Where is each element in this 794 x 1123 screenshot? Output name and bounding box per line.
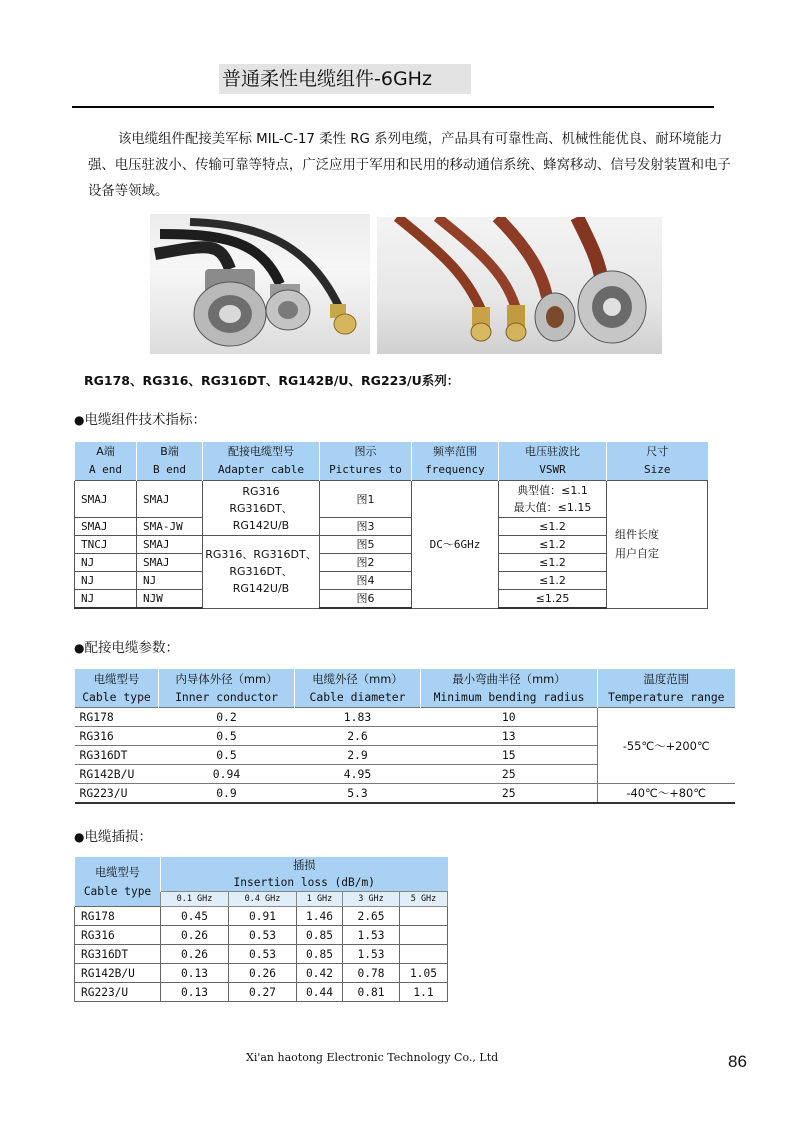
cell-adapter-cable-group2: RG316、RG316DT、 RG316DT、 RG142U/B	[203, 536, 320, 609]
cell-loss: 1.53	[343, 945, 400, 964]
cell-loss: 0.91	[229, 907, 297, 926]
cell-temp-range: -40℃～+80℃	[598, 784, 735, 804]
header-freq: 5 GHz	[400, 892, 448, 907]
cell-radius: 25	[421, 784, 598, 804]
header-b-end: B端 B end	[137, 442, 203, 481]
cell-cable-type: RG316	[75, 727, 159, 746]
cell-loss	[400, 945, 448, 964]
cell-radius: 10	[421, 708, 598, 727]
bullet-icon: ●	[74, 830, 85, 844]
table-row	[75, 784, 735, 804]
cell-vswr: ≤1.2	[499, 536, 607, 554]
table-row	[75, 983, 448, 1002]
cell-loss	[400, 907, 448, 926]
header-inner-conductor: 内导体外径（mm） Inner conductor	[159, 669, 295, 708]
cable-assembly-illustration-brown	[377, 217, 662, 354]
bullet-icon: ●	[74, 413, 85, 427]
insertion-loss-table	[74, 857, 448, 1002]
header-freq: 0.1 GHz	[161, 892, 229, 907]
cell-vswr: 典型值：≤1.1 最大值：≤1.15	[499, 481, 607, 518]
header-adapter-cable: 配接电缆型号 Adapter cable	[203, 442, 320, 481]
cell-inner: 0.5	[159, 746, 295, 765]
cell-inner: 0.5	[159, 727, 295, 746]
cell-diameter: 2.6	[295, 727, 421, 746]
cell-diameter: 5.3	[295, 784, 421, 804]
table-row	[75, 481, 708, 518]
cell-vswr: ≤1.25	[499, 590, 607, 609]
loss-section-heading	[74, 825, 152, 845]
cell-a-end: NJ	[75, 590, 137, 609]
cell-picture: 图4	[320, 572, 412, 590]
cell-loss: 0.53	[229, 926, 297, 945]
cell-loss: 2.65	[343, 907, 400, 926]
cell-diameter: 2.9	[295, 746, 421, 765]
series-heading: RG178、RG316、RG316DT、RG142B/U、RG223/U系列：	[84, 373, 460, 388]
cell-loss: 0.13	[161, 964, 229, 983]
cell-loss: 0.85	[297, 945, 343, 964]
cell-a-end: TNCJ	[75, 536, 137, 554]
cell-a-end: SMAJ	[75, 518, 137, 536]
cell-picture: 图2	[320, 554, 412, 572]
table-row	[75, 907, 448, 926]
cell-b-end: NJW	[137, 590, 203, 609]
cell-inner: 0.94	[159, 765, 295, 784]
table-row	[75, 945, 448, 964]
table-row	[75, 708, 735, 727]
cell-temp-range: -55℃～+200℃	[598, 708, 735, 784]
header-bending-radius: 最小弯曲半径（mm） Minimum bending radius	[421, 669, 598, 708]
cell-loss: 0.44	[297, 983, 343, 1002]
header-cable-diameter: 电缆外径（mm） Cable diameter	[295, 669, 421, 708]
cell-b-end: NJ	[137, 572, 203, 590]
cell-loss: 0.26	[161, 926, 229, 945]
cell-picture: 图6	[320, 590, 412, 609]
header-freq: 3 GHz	[343, 892, 400, 907]
cable-params-table	[74, 669, 735, 804]
table-row	[75, 926, 448, 945]
cell-loss: 0.26	[161, 945, 229, 964]
spec-table-header	[75, 442, 708, 481]
cell-radius: 13	[421, 727, 598, 746]
loss-table-header	[75, 857, 448, 892]
cell-b-end: SMAJ	[137, 536, 203, 554]
cell-loss: 1.1	[400, 983, 448, 1002]
cell-picture: 图1	[320, 481, 412, 518]
header-size: 尺寸 Size	[607, 442, 708, 481]
cell-b-end: SMA-JW	[137, 518, 203, 536]
bullet-icon: ●	[74, 641, 85, 655]
cell-cable-type: RG142B/U	[75, 765, 159, 784]
cell-inner: 0.9	[159, 784, 295, 804]
header-cable-type: 电缆型号 Cable type	[75, 669, 159, 708]
spec-table	[74, 442, 708, 609]
cell-loss: 1.05	[400, 964, 448, 983]
cell-frequency: DC～6GHz	[412, 481, 499, 609]
cell-loss: 0.13	[161, 983, 229, 1002]
cell-loss: 1.53	[343, 926, 400, 945]
cable-section-heading	[74, 636, 179, 656]
cell-diameter: 1.83	[295, 708, 421, 727]
cell-loss: 0.78	[343, 964, 400, 983]
table-row	[75, 964, 448, 983]
cable-assembly-photo-brown	[377, 217, 662, 354]
cable-assembly-illustration-black	[150, 214, 370, 354]
cell-loss	[400, 926, 448, 945]
cell-b-end: SMAJ	[137, 481, 203, 518]
cell-loss: 0.85	[297, 926, 343, 945]
header-temperature: 温度范围 Temperature range	[598, 669, 735, 708]
cell-vswr: ≤1.2	[499, 572, 607, 590]
cell-loss: 1.46	[297, 907, 343, 926]
cell-loss: 0.26	[229, 964, 297, 983]
cell-adapter-cable-group1: RG316 RG316DT、 RG142U/B	[203, 481, 320, 536]
cell-size: 组件长度 用户自定	[607, 481, 708, 609]
cell-cable-type: RG223/U	[75, 784, 159, 804]
header-insertion-loss: 插损 Insertion loss (dB/m)	[161, 857, 448, 892]
cell-loss: 0.27	[229, 983, 297, 1002]
cell-picture: 图3	[320, 518, 412, 536]
spec-section-title: 电缆组件技术指标：	[84, 412, 206, 428]
cell-diameter: 4.95	[295, 765, 421, 784]
cell-cable-type: RG178	[75, 907, 161, 926]
cell-inner: 0.2	[159, 708, 295, 727]
cell-a-end: SMAJ	[75, 481, 137, 518]
title-divider	[72, 106, 714, 108]
cell-cable-type: RG142B/U	[75, 964, 161, 983]
header-a-end: A端 A end	[75, 442, 137, 481]
cell-loss: 0.45	[161, 907, 229, 926]
header-freq: 1 GHz	[297, 892, 343, 907]
cell-loss: 0.53	[229, 945, 297, 964]
loss-section-title: 电缆插损：	[84, 829, 152, 845]
cell-radius: 15	[421, 746, 598, 765]
cell-a-end: NJ	[75, 554, 137, 572]
page-number: 86	[728, 1052, 747, 1071]
cable-table-header	[75, 669, 735, 708]
cell-loss: 0.42	[297, 964, 343, 983]
cell-radius: 25	[421, 765, 598, 784]
intro-paragraph: 该电缆组件配接美军标 MIL-C-17 柔性 RG 系列电缆，产品具有可靠性高、机械性能优良、耐环境能力强、电压驻波小、传输可靠等特点，广泛应用于军用和民用的移动通信系统、蜂窝移动、信号发射装置和电子设备等领域。	[88, 132, 731, 199]
cable-section-title: 配接电缆参数：	[84, 640, 179, 656]
header-frequency: 频率范围 frequency	[412, 442, 499, 481]
cell-loss: 0.81	[343, 983, 400, 1002]
cell-vswr: ≤1.2	[499, 518, 607, 536]
cell-cable-type: RG316	[75, 926, 161, 945]
header-vswr: 电压驻波比 VSWR	[499, 442, 607, 481]
header-pictures: 图示 Pictures to	[320, 442, 412, 481]
page-title: 普通柔性电缆组件-6GHz	[219, 64, 471, 94]
spec-section-heading	[74, 408, 206, 428]
cell-cable-type: RG178	[75, 708, 159, 727]
header-freq: 0.4 GHz	[229, 892, 297, 907]
header-cable-type: 电缆型号 Cable type	[75, 857, 161, 907]
cable-assembly-photo-black	[150, 214, 370, 354]
cell-vswr: ≤1.2	[499, 554, 607, 572]
cell-cable-type: RG223/U	[75, 983, 161, 1002]
cell-b-end: SMAJ	[137, 554, 203, 572]
footer-company: Xi'an haotong Electronic Technology Co., Ltd	[246, 1051, 499, 1064]
cell-a-end: NJ	[75, 572, 137, 590]
cell-cable-type: RG316DT	[75, 746, 159, 765]
cell-picture: 图5	[320, 536, 412, 554]
cell-cable-type: RG316DT	[75, 945, 161, 964]
